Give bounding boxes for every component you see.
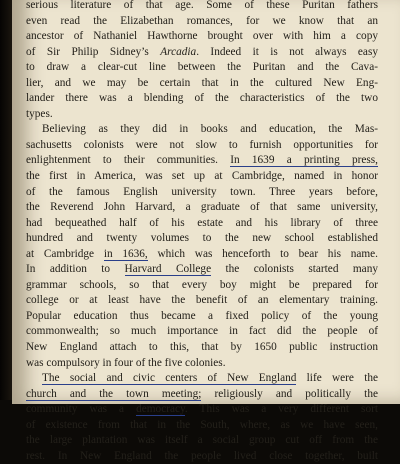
text-segment: hundred and twenty volumes to the new school established xyxy=(26,232,378,245)
text-line xyxy=(26,91,378,107)
text-segment: lander there was a blending of the characteristics of the two xyxy=(26,92,378,105)
text-line xyxy=(26,153,378,169)
text-segment: the Reverend John Harvard, a graduate of that same university, xyxy=(26,201,378,214)
text-line xyxy=(26,107,378,123)
text-segment: college or at least have the benefit of an elementary training. xyxy=(26,294,378,307)
text-segment: of existence from that in the South, where, as we have seen, xyxy=(26,418,378,431)
text-segment: . This was a very different sort xyxy=(184,403,379,416)
text-segment: had bequeathed half of his estate and his library of three xyxy=(26,216,378,229)
text-segment: of the famous English university town. Three years before, xyxy=(26,185,378,198)
text-segment: even read the Elizabethan romances, for we know that an xyxy=(26,14,378,27)
text-segment: ancestor of Nathaniel Hawthorne brought over with him a copy xyxy=(26,30,378,43)
text-line xyxy=(26,309,378,325)
text-line xyxy=(26,402,378,418)
italic-title: Arcadia xyxy=(160,45,197,58)
text-line xyxy=(26,216,378,232)
text-segment: at Cambridge xyxy=(26,247,104,260)
text-segment: . Indeed it is not always easy xyxy=(196,45,378,58)
text-segment: the first in America, was set up at Cambridge, named in honor xyxy=(26,170,378,183)
text-line xyxy=(26,371,378,387)
text-segment: grammar schools, so that every boy might be prepared for xyxy=(26,278,378,291)
text-segment: enlightenment to their communities. xyxy=(26,154,231,167)
text-line xyxy=(26,356,378,372)
text-line xyxy=(26,449,378,464)
text-segment: the large plantation was itself a social group cut off from the xyxy=(26,434,378,447)
text-line xyxy=(26,340,378,356)
text-segment: life were the xyxy=(296,372,378,385)
underlined-phrase: The social and civic centers of New England xyxy=(42,372,297,385)
text-segment: was compulsory in four of the five colonies. xyxy=(26,356,226,369)
text-segment: Popular education thus became a fixed policy of the young xyxy=(26,309,378,322)
text-segment: serious literature of that age. Some of these Puritan fathers xyxy=(26,0,378,11)
underlined-phrase: In 1639 a printing press, xyxy=(230,154,378,167)
page-text xyxy=(26,0,378,464)
book-page xyxy=(12,0,400,462)
text-line xyxy=(26,262,378,278)
book-gutter-shadow xyxy=(0,0,12,400)
text-segment: which was henceforth to bear his name. xyxy=(147,247,379,260)
text-line xyxy=(26,169,378,185)
text-segment: commonwealth; so much importance in fact did the people of xyxy=(26,325,378,338)
text-line xyxy=(26,278,378,294)
text-segment: In addition to xyxy=(26,263,125,276)
text-line xyxy=(26,247,378,263)
text-segment: of Sir Philip Sidney’s xyxy=(26,45,161,58)
underlined-phrase: church and the town meeting; xyxy=(26,387,202,400)
text-line xyxy=(26,387,378,403)
text-line xyxy=(26,293,378,309)
text-segment: religiously and politically the xyxy=(201,387,378,400)
text-line xyxy=(26,418,378,434)
text-segment: types. xyxy=(26,107,53,120)
text-line xyxy=(26,14,378,30)
text-segment: to draw a clear-cut line between the Puritan and the Cava- xyxy=(26,61,378,74)
text-segment: New England attach to this, that by 1650 public instruction xyxy=(26,341,378,354)
text-segment: sachusetts colonists were not slow to furnish opportunities for xyxy=(26,138,378,151)
text-line xyxy=(26,29,378,45)
text-line xyxy=(26,200,378,216)
text-line xyxy=(26,138,378,154)
text-line xyxy=(26,433,378,449)
text-segment: rest. In New England the people lived close together, built xyxy=(26,449,378,462)
text-segment: Believing as they did in books and education, the Mas- xyxy=(42,123,378,136)
underlined-phrase: Harvard College xyxy=(124,263,212,276)
text-line xyxy=(26,231,378,247)
text-segment: lier, and we may be certain that in the cultured New Eng- xyxy=(26,76,378,89)
text-line xyxy=(26,324,378,340)
text-line xyxy=(26,60,378,76)
text-segment: the colonists started many xyxy=(211,263,378,276)
text-segment: community was a xyxy=(26,403,137,416)
text-line xyxy=(26,45,378,61)
text-line xyxy=(26,185,378,201)
text-line xyxy=(26,0,378,14)
text-line xyxy=(26,122,378,138)
underlined-phrase: in 1636, xyxy=(103,247,148,260)
underlined-phrase: democracy xyxy=(136,403,185,416)
text-line xyxy=(26,76,378,92)
